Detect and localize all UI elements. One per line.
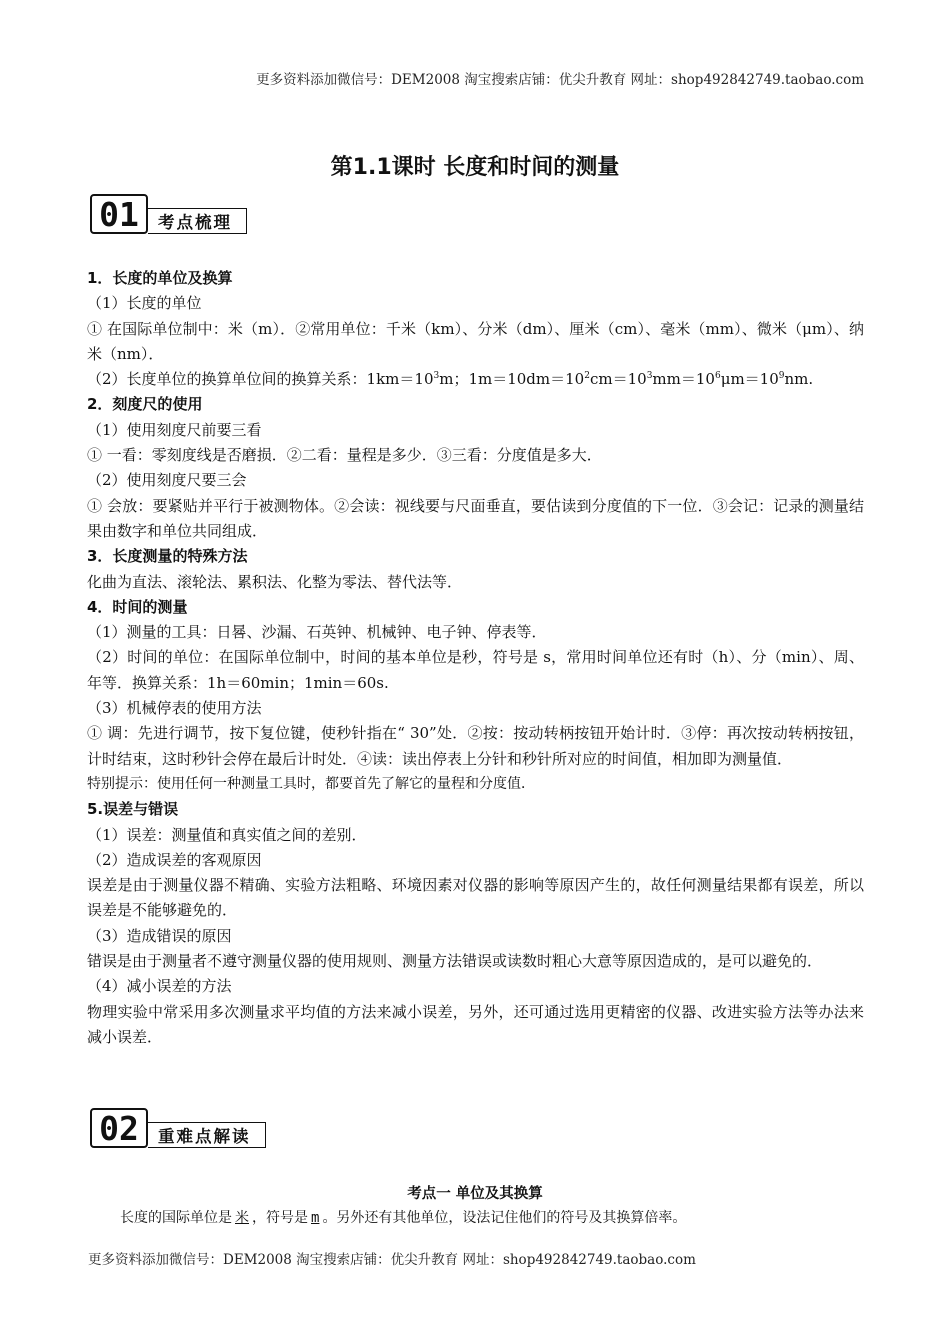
text-fragment: 长度的国际单位是: [120, 1210, 232, 1226]
heading-special-methods: 3．长度测量的特殊方法: [87, 547, 248, 566]
text-fragment: mm＝10: [652, 370, 715, 389]
exponent: 3: [433, 371, 440, 382]
badge-number: 01: [90, 194, 148, 234]
text-line: （4）减小误差的方法: [87, 977, 232, 996]
exponent: 2: [584, 371, 590, 382]
page-title: 第1.1课时 长度和时间的测量: [330, 155, 620, 180]
page-header: 更多资料添加微信号：DEM2008 淘宝搜索店铺：优尖升教育 网址：shop492842749.taobao.com: [256, 72, 864, 88]
special-tip: 特别提示：使用任何一种测量工具时，都要首先了解它的量程和分度值．: [87, 775, 535, 792]
text-fragment: （2）长度单位的换算单位间的换算关系：1km＝10: [87, 370, 434, 389]
text-fragment: 。另外还有其他单位，设法记住他们的符号及其换算倍率。: [322, 1210, 687, 1226]
exponent: 9: [778, 371, 785, 382]
text-line: （1）测量的工具：日晷、沙漏、石英钟、机械钟、电子钟、停表等．: [87, 623, 547, 642]
key-point-title: 考点一 单位及其换算: [407, 1186, 543, 1202]
badge-number: 02: [90, 1108, 148, 1148]
text-line: ① 调：先进行调节，按下复位键，使秒针指在“ 30”处．②按：按动转柄按钮开始计时．③停：再次按动转柄按钮，计时结束，这时秒针会停在最后计时处．④读：读出停表上分针和秒针所对应的时间值，相加即为测量值．: [87, 724, 864, 768]
heading-time-measurement: 4．时间的测量: [87, 597, 188, 616]
heading-error: 5.误差与错误: [87, 800, 179, 819]
text-line: （2）造成误差的客观原因: [87, 850, 262, 869]
text-line: （3）机械停表的使用方法: [87, 699, 262, 718]
exponent: 3: [646, 371, 653, 382]
text-fragment: cm＝10: [589, 370, 647, 389]
text-line: （1）误差：测量值和真实值之间的差别．: [87, 825, 367, 844]
text-line: 化曲为直法、滚轮法、累积法、化整为零法、替代法等．: [87, 572, 463, 591]
page-footer: 更多资料添加微信号：DEM2008 淘宝搜索店铺：优尖升教育 网址：shop492842749.taobao.com: [88, 1252, 696, 1268]
heading-ruler-use: 2．刻度尺的使用: [87, 395, 203, 414]
text-line: （3）造成错误的原因: [87, 926, 232, 945]
text-line: ① 在国际单位制中：米（m）．②常用单位：千米（km）、分米（dm）、厘米（cm）、毫米（mm）、微米（μm）、纳米（nm）．: [87, 319, 864, 363]
section-content: [87, 266, 864, 1050]
text-fragment: μm＝10: [720, 370, 779, 389]
badge-label: 考点梳理: [148, 208, 247, 234]
badge-label: 重难点解读: [148, 1122, 266, 1148]
section-badge-02: [90, 1106, 266, 1148]
section-badge-01: [90, 192, 247, 234]
text-line: （1）使用刻度尺前要三看: [87, 420, 262, 439]
key-point-text: [120, 1207, 864, 1227]
text-line: 错误是由于测量者不遵守测量仪器的使用规则、测量方法错误或读数时粗心大意等原因造成的，是可以避免的．: [87, 952, 823, 971]
text-line: ① 会放：要紧贴并平行于被测物体。②会读：视线要与尺面垂直，要估读到分度值的下一位．③会记：记录的测量结果由数字和单位共同组成．: [87, 496, 864, 540]
answer-blank: 米: [235, 1210, 249, 1226]
text-fragment: nm.: [784, 370, 814, 389]
text-line: 误差是由于测量仪器不精确、实验方法粗略、环境因素对仪器的影响等原因产生的，故任何测量结果都有误差，所以误差是不能够避免的．: [87, 876, 864, 920]
text-line: 物理实验中常采用多次测量求平均值的方法来减小误差，另外，还可通过选用更精密的仪器、改进实验方法等办法来减小误差．: [87, 1002, 864, 1046]
conversion-line: [87, 367, 864, 392]
text-line: （1）长度的单位: [87, 294, 202, 313]
heading-length-units: 1．长度的单位及换算: [87, 269, 233, 287]
exponent: 6: [714, 371, 721, 382]
text-line: ① 一看：零刻度线是否磨损．②二看：量程是多少．③三看：分度值是多大．: [87, 446, 602, 465]
answer-blank: m: [311, 1210, 320, 1226]
text-line: （2）使用刻度尺要三会: [87, 471, 247, 490]
text-line: （2）时间的单位：在国际单位制中，时间的基本单位是秒，符号是 s，常用时间单位还有时（h）、分（min）、周、年等．换算关系：1h＝60min；1min＝60s.: [87, 648, 864, 692]
text-fragment: m；1m＝10dm＝10: [439, 370, 585, 389]
text-fragment: ，符号是: [252, 1210, 308, 1226]
